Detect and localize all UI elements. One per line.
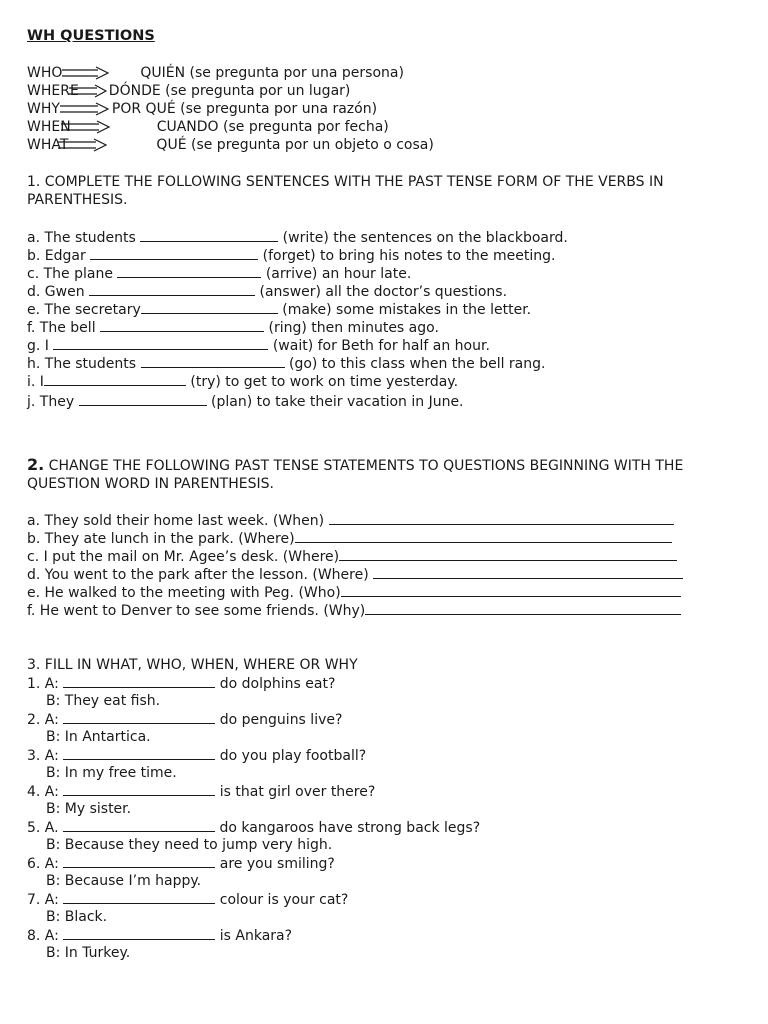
wh-translation: DÓNDE (se pregunta por un lugar) xyxy=(108,83,351,99)
sentence-end: (go) to this class when the bell rang. xyxy=(284,356,546,372)
arrow-right-icon xyxy=(61,120,111,134)
statement-c xyxy=(27,547,677,566)
arrow-right-icon xyxy=(60,102,110,116)
sentence-c xyxy=(27,264,411,283)
speaker-a: 7. A: xyxy=(27,892,64,908)
dialogue-4-question xyxy=(27,782,375,801)
question-text: colour is your cat? xyxy=(215,892,349,908)
dialogue-4-answer: B: My sister. xyxy=(46,801,132,817)
sentence-end: (ring) then minutes ago. xyxy=(264,320,439,336)
dialogue-3-question xyxy=(27,746,366,765)
section1-heading: 1. COMPLETE THE FOLLOWING SENTENCES WITH THE PAST TENSE FORM OF THE VERBS IN xyxy=(27,174,664,190)
wh-word: WHAT xyxy=(27,137,69,153)
section2-heading xyxy=(27,456,683,475)
answer-blank[interactable] xyxy=(141,354,285,368)
wh-row-where xyxy=(27,82,350,100)
wh-row-what xyxy=(27,136,434,154)
answer-blank[interactable] xyxy=(63,674,215,688)
sentence-start: a. The students xyxy=(27,230,141,246)
answer-blank[interactable] xyxy=(44,372,186,386)
section2-heading-text: CHANGE THE FOLLOWING PAST TENSE STATEMENTS TO QUESTIONS BEGINNING WITH THE xyxy=(44,458,684,474)
sentence-start: g. I xyxy=(27,338,54,354)
speaker-a: 1. A: xyxy=(27,676,64,692)
section2-number: 2. xyxy=(27,455,45,474)
statement-b xyxy=(27,529,672,548)
statement-text: c. I put the mail on Mr. Agee’s desk. (Where) xyxy=(27,549,340,565)
speaker-a: 2. A: xyxy=(27,712,64,728)
answer-blank[interactable] xyxy=(90,246,258,260)
wh-translation: CUANDO (se pregunta por fecha) xyxy=(156,119,389,135)
answer-blank[interactable] xyxy=(365,601,681,615)
sentence-end: (plan) to take their vacation in June. xyxy=(206,394,464,410)
dialogue-3-answer: B: In my free time. xyxy=(46,765,177,781)
section2-heading-cont: QUESTION WORD IN PARENTHESIS. xyxy=(27,476,274,492)
answer-blank[interactable] xyxy=(140,228,278,242)
answer-blank[interactable] xyxy=(117,264,261,278)
speaker-a: 4. A: xyxy=(27,784,64,800)
sentence-end: (forget) to bring his notes to the meeting. xyxy=(258,248,556,264)
answer-blank[interactable] xyxy=(341,583,681,597)
sentence-j xyxy=(27,392,464,411)
sentence-a xyxy=(27,228,568,247)
wh-word: WHERE xyxy=(27,83,79,99)
answer-blank[interactable] xyxy=(63,782,215,796)
wh-translation: POR QUÉ (se pregunta por una razón) xyxy=(111,101,378,117)
sentence-start: d. Gwen xyxy=(27,284,90,300)
sentence-start: c. The plane xyxy=(27,266,118,282)
sentence-start: b. Edgar xyxy=(27,248,91,264)
wh-row-who xyxy=(27,64,404,82)
sentence-b xyxy=(27,246,555,265)
sentence-start: f. The bell xyxy=(27,320,101,336)
statement-text: f. He went to Denver to see some friends. (Why) xyxy=(27,603,366,619)
speaker-a: 3. A: xyxy=(27,748,64,764)
wh-word: WHO xyxy=(27,65,63,81)
question-text: do dolphins eat? xyxy=(215,676,336,692)
dialogue-7-question xyxy=(27,890,348,909)
answer-blank[interactable] xyxy=(339,547,677,561)
answer-blank[interactable] xyxy=(63,926,215,940)
dialogue-5-question xyxy=(27,818,480,837)
statement-e xyxy=(27,583,681,602)
statement-f xyxy=(27,601,681,620)
dialogue-8-answer: B: In Turkey. xyxy=(46,945,131,961)
dialogue-8-question xyxy=(27,926,292,945)
speaker-a: 8. A: xyxy=(27,928,64,944)
statement-text: a. They sold their home last week. (When) xyxy=(27,513,329,529)
speaker-a: 6. A: xyxy=(27,856,64,872)
sentence-end: (arrive) an hour late. xyxy=(261,266,412,282)
arrow-right-icon xyxy=(69,84,107,98)
wh-word: WHEN xyxy=(27,119,71,135)
sentence-end: (try) to get to work on time yesterday. xyxy=(185,374,459,390)
answer-blank[interactable] xyxy=(53,336,268,350)
arrow-right-icon xyxy=(58,138,108,152)
sentence-end: (wait) for Beth for half an hour. xyxy=(268,338,490,354)
wh-translation: QUIÉN (se pregunta por una persona) xyxy=(140,65,404,81)
answer-blank[interactable] xyxy=(329,511,674,525)
wh-row-why xyxy=(27,100,377,118)
sentence-d xyxy=(27,282,507,301)
dialogue-7-answer: B: Black. xyxy=(46,909,108,925)
dialogue-6-answer: B: Because I’m happy. xyxy=(46,873,202,889)
speaker-a: 5. A. xyxy=(27,820,64,836)
answer-blank[interactable] xyxy=(63,746,215,760)
sentence-end: (write) the sentences on the blackboard. xyxy=(278,230,568,246)
sentence-start: i. I xyxy=(27,374,44,390)
sentence-f xyxy=(27,318,439,337)
dialogue-2-question xyxy=(27,710,342,729)
statement-text: b. They ate lunch in the park. (Where) xyxy=(27,531,295,547)
statement-d xyxy=(27,565,683,584)
sentence-g xyxy=(27,336,490,355)
wh-word: WHY xyxy=(27,101,60,117)
sentence-h xyxy=(27,354,545,373)
answer-blank[interactable] xyxy=(63,890,215,904)
answer-blank[interactable] xyxy=(89,282,255,296)
sentence-start: h. The students xyxy=(27,356,141,372)
arrow-right-icon xyxy=(62,66,110,80)
sentence-i xyxy=(27,372,458,391)
sentence-start: e. The secretary xyxy=(27,302,141,318)
answer-blank[interactable] xyxy=(373,565,683,579)
answer-blank[interactable] xyxy=(141,300,278,314)
question-text: do penguins live? xyxy=(215,712,343,728)
answer-blank[interactable] xyxy=(79,392,207,406)
wh-translation: QUÉ (se pregunta por un objeto o cosa) xyxy=(156,137,434,153)
question-text: is that girl over there? xyxy=(215,784,376,800)
section1-heading-cont: PARENTHESIS. xyxy=(27,192,128,208)
dialogue-6-question xyxy=(27,854,335,873)
dialogue-1-answer: B: They eat fish. xyxy=(46,693,161,709)
answer-blank[interactable] xyxy=(63,854,215,868)
question-text: are you smiling? xyxy=(215,856,335,872)
question-text: is Ankara? xyxy=(215,928,293,944)
dialogue-1-question xyxy=(27,674,335,693)
question-text: do kangaroos have strong back legs? xyxy=(215,820,481,836)
dialogue-5-answer: B: Because they need to jump very high. xyxy=(46,837,333,853)
answer-blank[interactable] xyxy=(63,818,215,832)
answer-blank[interactable] xyxy=(100,318,264,332)
sentence-start: j. They xyxy=(27,394,79,410)
statement-text: e. He walked to the meeting with Peg. (Who) xyxy=(27,585,341,601)
statement-text: d. You went to the park after the lesson. (Where) xyxy=(27,567,374,583)
sentence-end: (answer) all the doctor’s questions. xyxy=(255,284,508,300)
section3-heading: 3. FILL IN WHAT, WHO, WHEN, WHERE OR WHY xyxy=(27,657,358,673)
answer-blank[interactable] xyxy=(63,710,215,724)
statement-a xyxy=(27,511,674,530)
sentence-end: (make) some mistakes in the letter. xyxy=(277,302,532,318)
question-text: do you play football? xyxy=(215,748,367,764)
dialogue-2-answer: B: In Antartica. xyxy=(46,729,151,745)
page-title: WH QUESTIONS xyxy=(27,28,155,44)
answer-blank[interactable] xyxy=(295,529,672,543)
wh-row-when xyxy=(27,118,389,136)
sentence-e xyxy=(27,300,531,319)
